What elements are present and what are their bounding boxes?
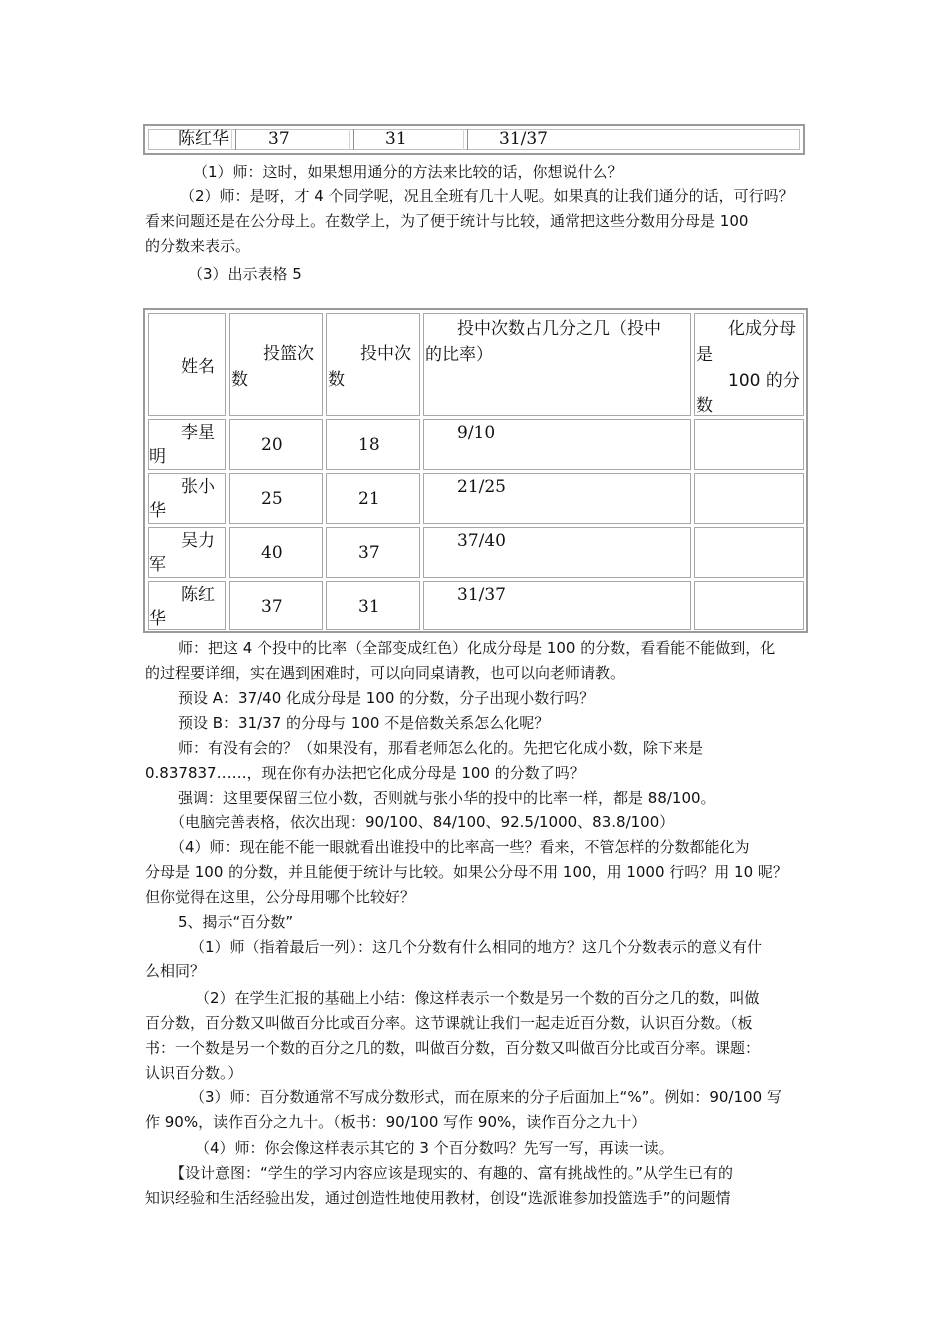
- table-row-hits-cell: [326, 419, 420, 470]
- table-row-converted-cell: [694, 473, 804, 524]
- header-attempts-line2: 数: [231, 370, 248, 390]
- table-row-attempts-cell: [229, 581, 323, 630]
- header-converted-line3: 100 的分: [728, 371, 800, 391]
- top-row-name: 陈红华: [178, 129, 229, 149]
- row-hits: 18: [358, 435, 380, 455]
- table-row-frame: [148, 129, 800, 150]
- body-line-9: （4）师：现在能不能一眼就看出谁投中的比率高一些？看来，不管怎样的分数都能化为: [170, 838, 750, 856]
- body-line-22: 【设计意图：“学生的学习内容应该是现实的、有趣的、富有挑战性的。”从学生已有的: [170, 1164, 734, 1182]
- previous-table-last-row: [143, 124, 805, 155]
- body-line-14: 么相同？: [145, 962, 206, 980]
- header-name: 姓名: [181, 357, 215, 377]
- body-line-23: 知识经验和生活经验出发，通过创造性地使用教材，创设“选派谁参加投篮选手”的问题情: [145, 1189, 731, 1207]
- row-hits: 21: [358, 489, 380, 509]
- header-hits-cell: [326, 313, 420, 416]
- body-line-3: 预设 A：37/40 化成分母是 100 的分数，分子出现小数行吗？: [178, 689, 595, 707]
- column-divider: [463, 129, 468, 150]
- header-hits-line2: 数: [328, 370, 345, 390]
- body-line-6: 0.837837……，现在你有办法把它化成分母是 100 的分数了吗？: [145, 764, 585, 782]
- row-ratio: 31/37: [457, 585, 506, 605]
- column-divider: [349, 129, 354, 150]
- header-ratio-cell: [423, 313, 691, 416]
- header-attempts-line1: 投篮次: [263, 344, 314, 364]
- header-ratio-line1: 投中次数占几分之几（投中: [457, 319, 661, 339]
- row-name-part1: 张小: [181, 477, 215, 497]
- body-line-7: 强调：这里要保留三位小数，否则就与张小华的投中的比率一样，都是 88/100。: [178, 789, 716, 807]
- table-row-converted-cell: [694, 581, 804, 630]
- paragraph-q3: （3）出示表格 5: [188, 265, 302, 283]
- table-row-name-cell: [148, 527, 226, 578]
- body-line-15: （2）在学生汇报的基础上小结：像这样表示一个数是另一个数的百分之几的数，叫做: [195, 989, 760, 1007]
- row-name-part2: 华: [149, 609, 166, 629]
- row-attempts: 20: [261, 435, 283, 455]
- table-row-ratio-cell: [423, 419, 691, 470]
- row-name-part1: 吴力: [181, 531, 215, 551]
- row-attempts: 37: [261, 597, 283, 617]
- row-ratio: 21/25: [457, 477, 506, 497]
- body-line-20: 作 90%，读作百分之九十。（板书：90/100 写作 90%，读作百分之九十）: [145, 1113, 647, 1131]
- top-row-attempts: 37: [268, 129, 290, 149]
- row-attempts: 25: [261, 489, 283, 509]
- table-row-name-cell: [148, 419, 226, 470]
- header-ratio-line2: 的比率）: [425, 345, 493, 365]
- row-name-part2: 华: [149, 501, 166, 521]
- section-heading-5: 5、揭示“百分数”: [178, 913, 294, 931]
- header-converted-line2: 是: [696, 345, 713, 365]
- body-line-8: （电脑完善表格，依次出现：90/100、84/100、92.5/1000、83.8/100）: [170, 813, 675, 831]
- row-name-part2: 军: [149, 555, 166, 575]
- top-row-ratio: 31/37: [499, 129, 548, 149]
- paragraph-q1: （1）师：这时，如果想用通分的方法来比较的话，你想说什么？: [193, 163, 623, 181]
- header-hits-line1: 投中次: [360, 344, 411, 364]
- header-attempts-cell: [229, 313, 323, 416]
- table-row-hits-cell: [326, 473, 420, 524]
- row-hits: 37: [358, 543, 380, 563]
- body-line-21: （4）师：你会像这样表示其它的 3 个百分数吗？先写一写，再读一读。: [195, 1139, 674, 1157]
- body-line-19: （3）师：百分数通常不写成分数形式，而在原来的分子后面加上“%”。例如：90/100 写: [190, 1088, 782, 1106]
- table-row-hits-cell: [326, 527, 420, 578]
- header-converted-line4: 数: [696, 396, 713, 416]
- row-name-part1: 李星: [181, 423, 215, 443]
- column-divider: [231, 129, 236, 150]
- table-row-name-cell: [148, 581, 226, 630]
- paragraph-q2-line1: （2）师：是呀，才 4 个同学呢，况且全班有几十人呢。如果真的让我们通分的话，可行吗？: [180, 187, 794, 205]
- row-ratio: 37/40: [457, 531, 506, 551]
- table-row-attempts-cell: [229, 419, 323, 470]
- body-line-1: 师：把这 4 个投中的比率（全部变成红色）化成分母是 100 的分数，看看能不能做到，化: [178, 639, 776, 657]
- table-row-ratio-cell: [423, 527, 691, 578]
- paragraph-q2-line2: 看来问题还是在公分母上。在数学上，为了便于统计与比较，通常把这些分数用分母是 100: [145, 212, 749, 230]
- top-row-hits: 31: [385, 129, 407, 149]
- table-5: [143, 308, 808, 633]
- table-row-attempts-cell: [229, 527, 323, 578]
- row-name-part2: 明: [149, 447, 166, 467]
- paragraph-q2-line3: 的分数来表示。: [145, 237, 251, 255]
- row-hits: 31: [358, 597, 380, 617]
- table-row-ratio-cell: [423, 581, 691, 630]
- row-attempts: 40: [261, 543, 283, 563]
- body-line-18: 认识百分数。）: [145, 1064, 243, 1082]
- header-converted-line1: 化成分母: [728, 319, 796, 339]
- table-row-ratio-cell: [423, 473, 691, 524]
- table-row-attempts-cell: [229, 473, 323, 524]
- row-name-part1: 陈红: [181, 585, 215, 605]
- body-line-2: 的过程要详细，实在遇到困难时，可以向同桌请教，也可以向老师请教。: [145, 664, 626, 682]
- table-row-converted-cell: [694, 527, 804, 578]
- body-line-13: （1）师（指着最后一列）：这几个分数有什么相同的地方？这几个分数表示的意义有什: [190, 938, 763, 956]
- body-line-17: 书：一个数是另一个数的百分之几的数，叫做百分数，百分数又叫做百分比或百分率。课题：: [145, 1039, 761, 1057]
- body-line-5: 师：有没有会的？（如果没有，那看老师怎么化的。先把它化成小数，除下来是: [178, 739, 704, 757]
- header-name-cell: [148, 313, 226, 416]
- body-line-4: 预设 B：31/37 的分母与 100 不是倍数关系怎么化呢？: [178, 714, 550, 732]
- header-converted-cell: [694, 313, 804, 416]
- table-row-converted-cell: [694, 419, 804, 470]
- table-row-name-cell: [148, 473, 226, 524]
- table-row-hits-cell: [326, 581, 420, 630]
- row-ratio: 9/10: [457, 423, 496, 443]
- body-line-11: 但你觉得在这里，公分母用哪个比较好？: [145, 888, 416, 906]
- body-line-10: 分母是 100 的分数，并且能便于统计与比较。如果公分母不用 100，用 1000 行吗？用 10 呢？: [145, 863, 788, 881]
- body-line-16: 百分数，百分数又叫做百分比或百分率。这节课就让我们一起走近百分数，认识百分数。（板: [145, 1014, 753, 1032]
